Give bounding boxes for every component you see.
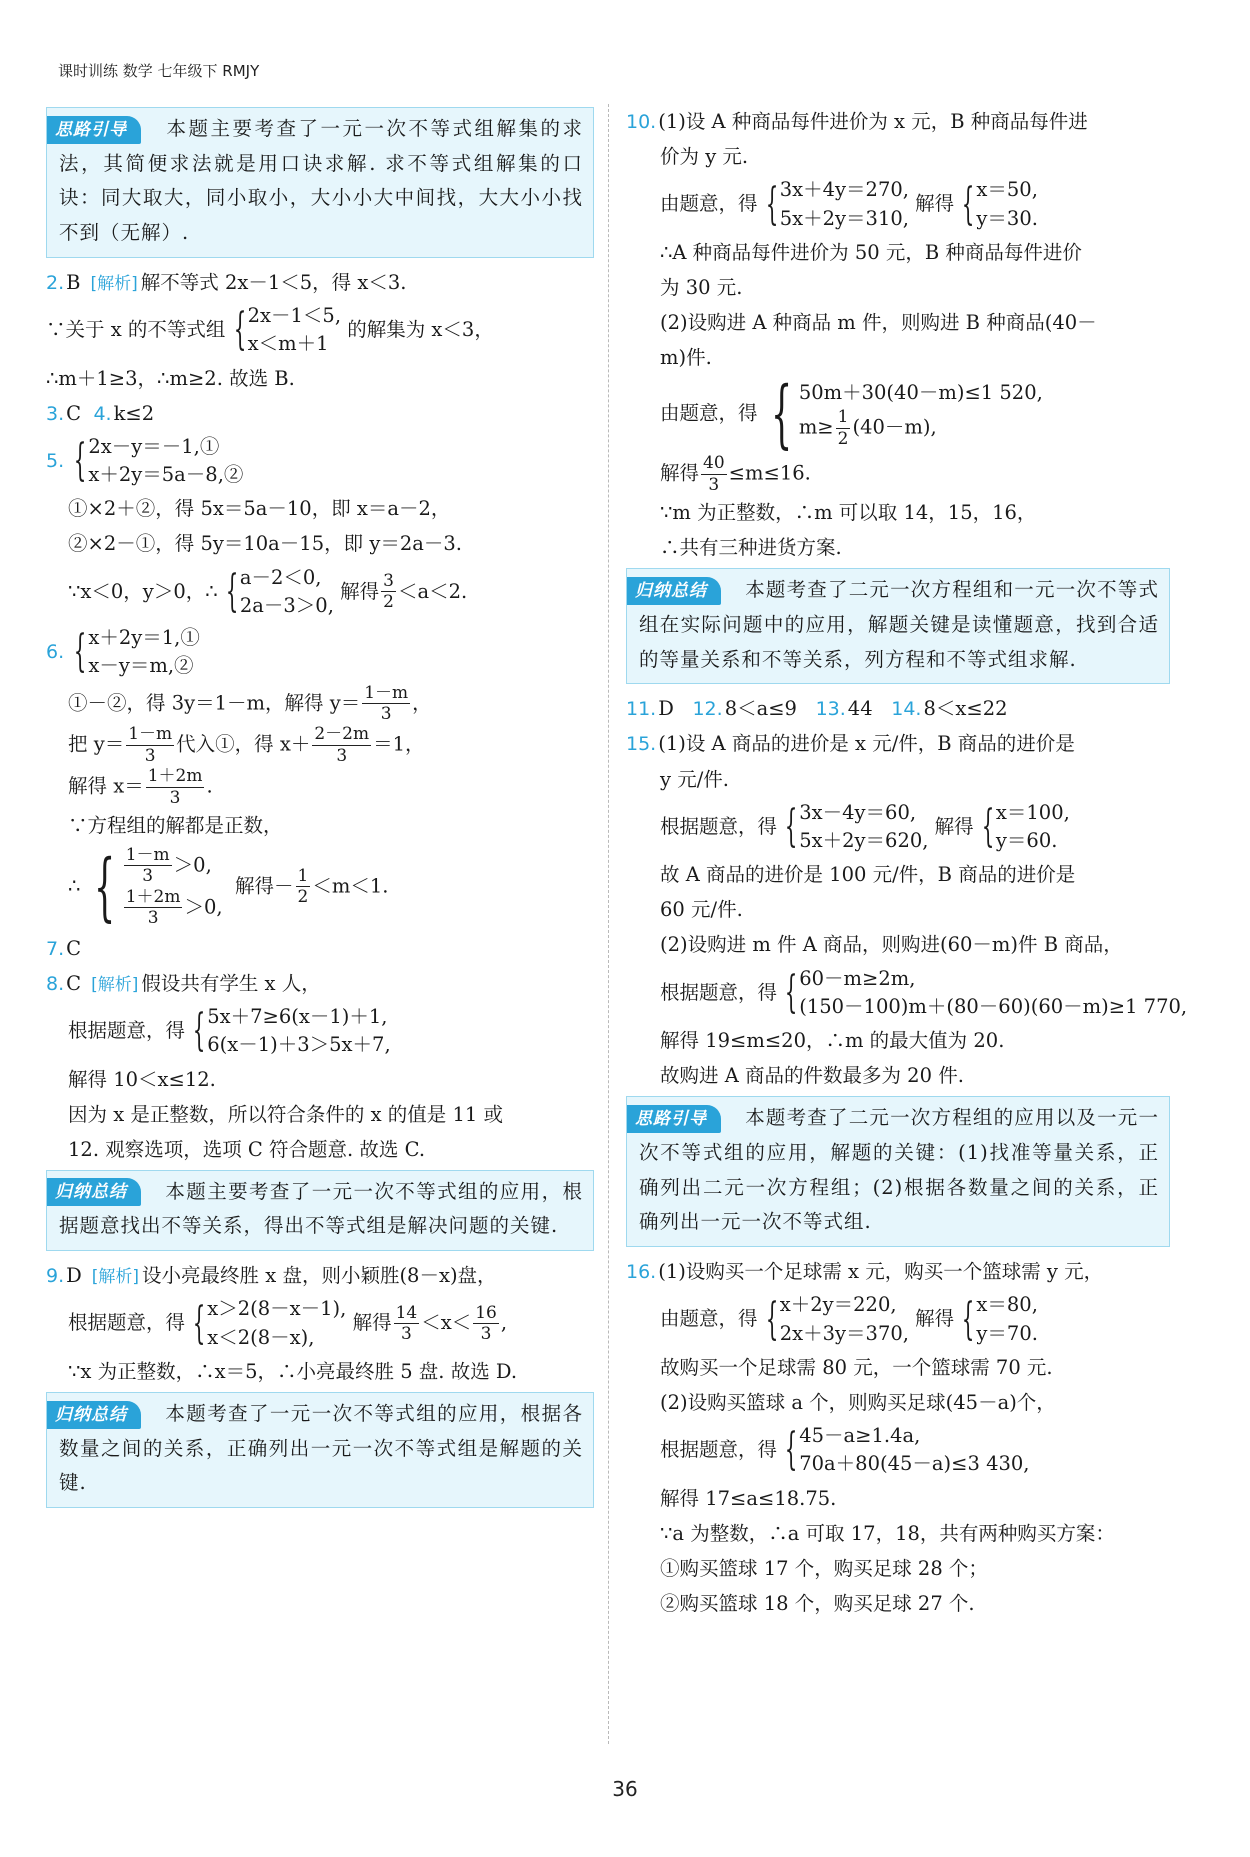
question-number: 15. <box>626 733 657 756</box>
solution-text: , <box>500 1311 508 1335</box>
system-row: 5x＋2y＝620, <box>799 829 929 852</box>
left-column <box>46 104 594 1515</box>
tip-text: 本题主要考查了一元一次不等式组的应用，根据题意找出不等关系，得出不等式组是解决问题的关键. <box>59 1179 583 1238</box>
system-row: 2x＋3y＝370, <box>779 1321 909 1345</box>
question-number: 12. <box>692 698 723 721</box>
answer-8 <box>46 966 594 1167</box>
answer-5 <box>46 431 594 622</box>
solution-line: (1)设 A 种商品每件进价为 x 元，B 种商品每件进 <box>658 110 1088 133</box>
question-number: 5. <box>46 449 65 472</box>
answer-7 <box>46 931 594 966</box>
solution-line: ∵x 为正整数，∴x＝5，∴小亮最终胜 5 盘. 故选 D. <box>68 1359 518 1383</box>
system-row: 60－m≥2m, <box>799 966 916 990</box>
solution-line: 因为 x 是正整数，所以符合条件的 x 的值是 11 或 <box>68 1102 503 1126</box>
solution-line: ∴A 种商品每件进价为 50 元，B 种商品每件进价 <box>660 240 1082 264</box>
question-number: 16. <box>626 1261 657 1284</box>
fraction: $\frac{1+2m}{3}$ <box>147 766 203 808</box>
system-row: x＋2y＝5a－8,② <box>88 463 244 487</box>
question-number: 11. <box>626 698 657 721</box>
solution-line: ①购买篮球 17 个，购买足球 28 个； <box>660 1556 988 1580</box>
answer-value: 8＜x≤22 <box>923 697 1008 721</box>
solution-text: 解得 <box>915 1307 955 1331</box>
solution-line: 解得 19≤m≤20，∴m 的最大值为 20. <box>660 1029 1005 1053</box>
answer-3-4 <box>46 396 594 431</box>
solution-line: ∵m 为正整数，∴m 可以取 14，15，16， <box>660 500 1037 524</box>
solution-line: (2)设购进 A 种商品 m 件，则购进 B 种商品(40－ <box>660 311 1097 334</box>
solution-line: (1)设 A 商品的进价是 x 元/件，B 商品的进价是 <box>658 732 1075 756</box>
solution-line: (2)设购买篮球 a 个，则购买足球(45－a)个， <box>660 1390 1056 1414</box>
system-row: 5x＋2y＝310, <box>779 206 909 230</box>
fraction: $\frac{1}{2}$ <box>297 865 309 908</box>
solution-line: 设小亮最终胜 x 盘，则小颖胜(8－x)盘， <box>142 1264 497 1288</box>
solution-line: 解得 10＜x≤12. <box>68 1067 216 1091</box>
answer-value: 8＜a≤9 <box>724 697 797 721</box>
inequality-system: { 2x－1＜5, x＜m＋1 <box>232 302 341 359</box>
answer-9 <box>46 1258 594 1389</box>
system-row: y＝60. <box>995 829 1058 852</box>
solution-line: y 元/件. <box>660 767 729 791</box>
solution-line: ②×2－①，得 5y＝10a－15，即 y＝2a－3. <box>68 532 462 556</box>
fraction: $\frac{16}{3}$ <box>475 1302 497 1345</box>
solution-text: 根据题意，得 <box>660 1437 778 1461</box>
answer-value: 44 <box>847 697 873 721</box>
inequality-system: { $\frac{1-m}{3}$ ＞0, $\frac{1+2m}{3}$ ＞0, <box>93 843 223 930</box>
answers-11-14 <box>626 691 1170 726</box>
fraction: $\frac{14}{3}$ <box>395 1302 418 1345</box>
solution-line: 解不等式 2x－1＜5，得 x＜3. <box>140 270 407 294</box>
solution-text: 的解集为 x＜3， <box>347 317 494 341</box>
solution-text: 代入①，得 x＋ <box>176 732 311 756</box>
solution-line: 为 30 元. <box>660 275 743 299</box>
question-number: 3. <box>46 402 65 425</box>
solution-text: ①－②，得 3y＝1－m，解得 y＝ <box>68 690 361 714</box>
equation-system: { 3x＋4y＝270, 5x＋2y＝310, <box>764 176 909 233</box>
question-number: 9. <box>46 1265 65 1288</box>
fraction: $\frac{2-2m}{3}$ <box>314 724 370 766</box>
tip-box-guide <box>626 1096 1170 1247</box>
solution-text: 根据题意，得 <box>660 980 778 1004</box>
system-row: 6(x－1)＋3＞5x＋7, <box>207 1033 391 1057</box>
system-row: y＝30. <box>976 206 1038 230</box>
solution-line: ∴m＋1≥3，∴m≥2. 故选 B. <box>46 366 295 390</box>
solution-text: . <box>206 774 213 798</box>
solution-text: ＝1， <box>373 732 425 756</box>
solution-line: (2)设购进 m 件 A 商品，则购进(60－m)件 B 商品， <box>660 933 1123 957</box>
solution-text: 由题意，得 <box>660 192 758 216</box>
solution-text: 解得 <box>934 814 974 838</box>
tip-label: 归纳总结 <box>47 1401 141 1429</box>
solution-text: 根据题意，得 <box>68 1018 186 1042</box>
fraction: $\frac{3}{2}$ <box>383 570 394 613</box>
system-row: m≥ $\frac{1}{2}$ (40－m), <box>798 407 937 449</box>
answer-choice: C <box>66 936 82 960</box>
right-column <box>626 104 1188 1621</box>
system-row: 3x＋4y＝270, <box>779 178 909 202</box>
tip-box-summary <box>46 1392 594 1508</box>
inequality-system: { a－2＜0, 2a－3＞0, <box>224 564 334 621</box>
inequality-system: { 45－a≥1.4a, 70a＋80(45－a)≤3 430, <box>783 1422 1029 1479</box>
solution-text: 解得－ <box>235 874 294 898</box>
question-number: 6. <box>46 640 65 663</box>
analysis-tag: [解析] <box>91 974 139 995</box>
solution-text: 根据题意，得 <box>660 814 778 838</box>
solution-line: ①×2＋②，得 5x＝5a－10，即 x＝a－2， <box>68 497 451 521</box>
answer-2 <box>46 265 594 396</box>
question-number: 4. <box>93 402 112 425</box>
system-row: x＋2y＝1,① <box>88 626 200 650</box>
inequality-system: { 5x＋7≥6(x－1)＋1, 6(x－1)＋3＞5x＋7, <box>191 1003 390 1060</box>
solution-text: 由题意，得 <box>660 1307 758 1331</box>
system-row: x＋2y＝220, <box>779 1293 897 1317</box>
column-divider <box>608 104 609 1744</box>
tip-label: 归纳总结 <box>627 577 721 605</box>
tip-text: 本题主要考查了一元一次不等式组解集的求法，其简便求法就是用口诀求解. 求不等式组解集的口诀：同大取大，同小取小，大小小大中间找，大大小小找不到（无解）. <box>59 117 583 245</box>
answer-choice: C <box>66 971 82 995</box>
solution-line: 故购进 A 商品的件数最多为 20 件. <box>660 1064 964 1088</box>
solution-text: 解得 <box>340 579 380 603</box>
answer-16 <box>626 1254 1170 1621</box>
solution-text: ∴ <box>68 874 81 898</box>
system-row: x＞2(8－x－1), <box>207 1297 347 1321</box>
answer-6 <box>46 622 594 931</box>
solution-line: (1)设购买一个足球需 x 元，购买一个篮球需 y 元， <box>658 1260 1104 1284</box>
answer-10 <box>626 104 1170 565</box>
solution-text: 由题意，得 <box>660 401 758 425</box>
solution-line: 12. 观察选项，选项 C 符合题意. 故选 C. <box>68 1137 426 1161</box>
question-number: 13. <box>815 698 846 721</box>
tip-label: 思路引导 <box>47 116 141 144</box>
system-row: 2a－3＞0, <box>239 593 334 617</box>
system-row: y＝70. <box>976 1321 1038 1345</box>
fraction: $\frac{40}{3}$ <box>703 453 725 495</box>
analysis-tag: [解析] <box>90 273 138 294</box>
system-row: x＜2(8－x), <box>207 1325 315 1349</box>
answer-15 <box>626 726 1188 1093</box>
system-row: 45－a≥1.4a, <box>799 1423 921 1447</box>
question-number: 2. <box>46 271 65 294</box>
solution-line: m)件. <box>660 346 712 370</box>
system-row: x＝100, <box>995 800 1070 824</box>
question-number: 14. <box>891 698 922 721</box>
solution-system: { x＝100, y＝60. <box>980 799 1070 856</box>
solution-text: ＜m＜1. <box>312 874 389 898</box>
solution-text: ， <box>412 690 432 714</box>
system-row: x＝50, <box>976 178 1038 202</box>
tip-label: 思路引导 <box>627 1105 721 1133</box>
question-number: 10. <box>626 111 657 133</box>
tip-label: 归纳总结 <box>47 1178 141 1206</box>
answer-value: k≤2 <box>113 401 155 425</box>
system-row: 50m＋30(40－m)≤1 520, <box>798 381 1043 405</box>
fraction: $\frac{1-m}{3}$ <box>364 682 409 724</box>
tip-box-guide <box>46 107 594 258</box>
question-number: 7. <box>46 937 65 960</box>
analysis-tag: [解析] <box>91 1267 140 1288</box>
tip-text: 本题考查了二元一次方程组的应用以及一元一次不等式组的应用，解题的关键：(1)找准等量关系，正确列出二元一次方程组；(2)根据各数量之间的关系，正确列出一元一次不等式组. <box>639 1106 1159 1234</box>
solution-line: ∵方程组的解都是正数， <box>68 813 283 837</box>
system-row: (150－100)m＋(80－60)(60－m)≥1 770, <box>799 994 1188 1018</box>
solution-line: ∵a 为整数，∴a 可取 17，18，共有两种购买方案： <box>660 1521 1115 1545</box>
solution-text: ＜x＜ <box>421 1311 472 1335</box>
system-row: x＝80, <box>976 1293 1038 1317</box>
system-row: a－2＜0, <box>239 565 322 589</box>
solution-line: ②购买篮球 18 个，购买足球 27 个. <box>660 1591 975 1615</box>
solution-text: ∵x＜0，y＞0，∴ <box>68 579 218 603</box>
solution-text: ∵关于 x 的不等式组 <box>46 317 226 341</box>
system-row: 3x－4y＝60, <box>799 800 917 824</box>
question-number: 8. <box>46 972 65 995</box>
solution-text: 根据题意，得 <box>68 1311 186 1335</box>
solution-text: 解得 <box>352 1311 392 1335</box>
solution-text: ＜a＜2. <box>397 579 468 603</box>
inequality-system: { 60－m≥2m, (150－100)m＋(80－60)(60－m)≥1 770, <box>783 965 1187 1022</box>
system-row: x－y＝m,② <box>88 654 194 678</box>
solution-text: 解得 x＝ <box>68 774 144 798</box>
equation-system: { 2x－y＝－1,① x＋2y＝5a－8,② <box>72 433 243 490</box>
solution-line: 故购买一个足球需 80 元，一个篮球需 70 元. <box>660 1355 1053 1379</box>
answer-choice: D <box>66 1264 82 1288</box>
solution-line: 价为 y 元. <box>660 145 749 169</box>
system-row: $\frac{1-m}{3}$ ＞0, <box>125 845 212 887</box>
system-row: 70a＋80(45－a)≤3 430, <box>799 1452 1030 1476</box>
system-row: 2x－1＜5, <box>247 304 342 327</box>
tip-text: 本题考查了一元一次不等式组的应用，根据各数量之间的关系，正确列出一元一次不等式组是解题的关键. <box>59 1402 583 1495</box>
answer-choice: C <box>66 401 82 425</box>
page-number: 36 <box>612 1777 638 1801</box>
solution-line: ∴共有三种进货方案. <box>660 536 842 560</box>
tip-box-summary <box>626 568 1170 684</box>
solution-line: 故 A 商品的进价是 100 元/件，B 商品的进价是 <box>660 863 1076 887</box>
equation-system: { x＋2y＝220, 2x＋3y＝370, <box>764 1291 909 1348</box>
system-row: x＜m＋1 <box>247 332 329 356</box>
solution-text: 解得 <box>660 461 700 485</box>
solution-text: ≤m≤16. <box>728 461 811 485</box>
system-row: 2x－y＝－1,① <box>88 434 220 458</box>
solution-line: 解得 17≤a≤18.75. <box>660 1486 837 1510</box>
answer-choice: B <box>66 270 81 294</box>
solution-system: { x＝50, y＝30. <box>960 176 1038 233</box>
solution-line: 假设共有学生 x 人， <box>141 971 321 995</box>
inequality-system: { 50m＋30(40－m)≤1 520, m≥ $\frac{1}{2}$ (40－m), <box>770 371 1043 458</box>
fraction: $\frac{1-m}{3}$ <box>128 724 173 766</box>
tip-box-summary <box>46 1170 594 1251</box>
equation-system: { 3x－4y＝60, 5x＋2y＝620, <box>783 799 928 856</box>
equation-system: { x＋2y＝1,① x－y＝m,② <box>72 624 200 681</box>
solution-line: 60 元/件. <box>660 898 743 922</box>
system-row: $\frac{1+2m}{3}$ ＞0, <box>125 886 223 929</box>
answer-choice: D <box>658 697 674 721</box>
inequality-system: { x＞2(8－x－1), x＜2(8－x), <box>191 1295 346 1352</box>
tip-text: 本题考查了二元一次方程组和一元一次不等式组在实际问题中的应用，解题关键是读懂题意，找到合适的等量关系和不等关系，列方程和不等式组求解. <box>639 578 1159 671</box>
system-row: 5x＋7≥6(x－1)＋1, <box>207 1004 388 1028</box>
running-header: 课时训练 数学 七年级下 RMJY <box>58 62 260 80</box>
solution-text: 把 y＝ <box>68 732 125 756</box>
solution-text: 解得 <box>915 192 955 216</box>
solution-system: { x＝80, y＝70. <box>960 1291 1038 1348</box>
